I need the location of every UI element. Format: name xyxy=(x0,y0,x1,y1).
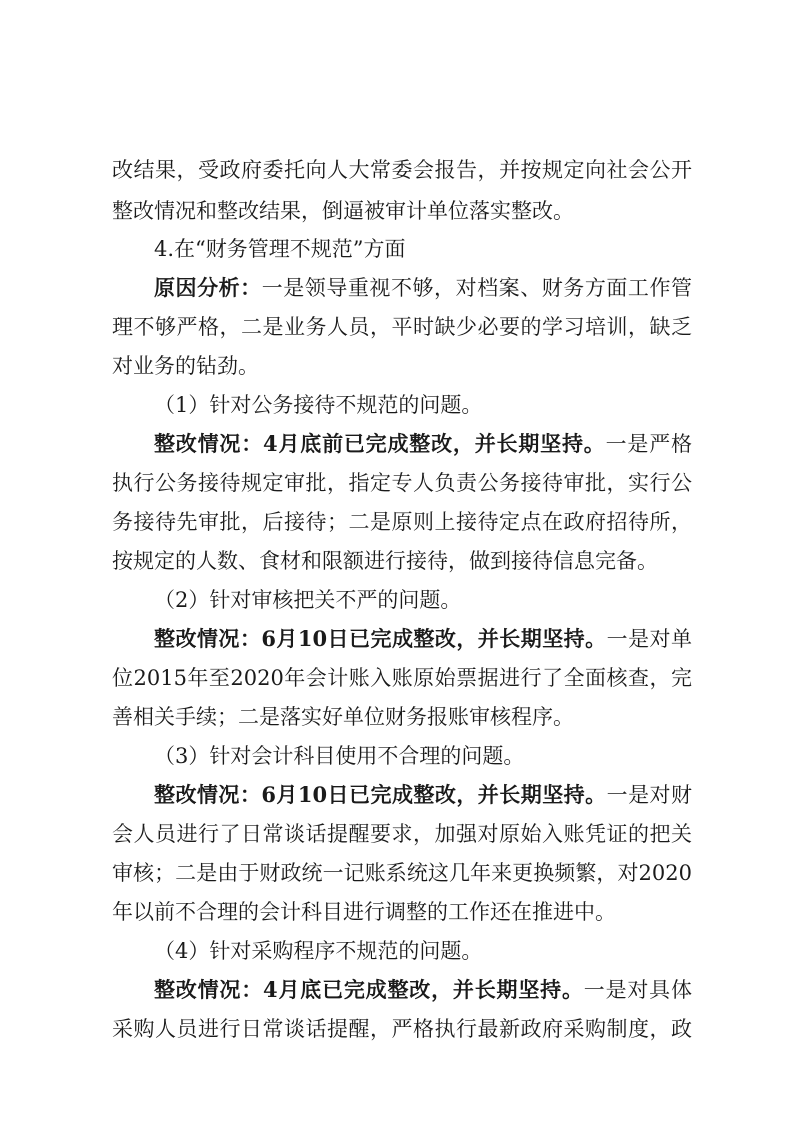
paragraph-line: 务接待先审批，后接待；二是原则上接待定点在政府招待所， xyxy=(112,510,692,534)
sub-heading: （3）针对会计科目使用不合理的问题。 xyxy=(154,744,525,768)
paragraph-line: 改结果，受政府委托向人大常委会报告，并按规定向社会公开 xyxy=(112,158,692,182)
section-heading: 4.在“财务管理不规范”方面 xyxy=(154,237,406,261)
sub-heading: （4）针对采购程序不规范的问题。 xyxy=(154,939,483,963)
paragraph-line: 会人员进行了日常谈话提醒要求，加强对原始入账凭证的把关 xyxy=(112,822,692,846)
paragraph-line: 位2015年至2020年会计账入账原始票据进行了全面核查，完 xyxy=(112,666,692,690)
paragraph-line: 整改情况和整改结果，倒逼被审计单位落实整改。 xyxy=(112,199,574,223)
paragraph-line: 整改情况：6月10日已完成整改，并长期坚持。一是对财 xyxy=(154,782,692,807)
sub-heading: （1）针对公务接待不规范的问题。 xyxy=(154,393,483,417)
paragraph-line: 整改情况：4月底已完成整改，并长期坚持。一是对具体 xyxy=(154,977,692,1002)
paragraph-line: 对业务的钻劲。 xyxy=(112,354,259,378)
paragraph-line: 按规定的人数、食材和限额进行接待，做到接待信息完备。 xyxy=(112,549,658,573)
paragraph-line: 整改情况：4月底前已完成整改，并长期坚持。一是严格 xyxy=(154,431,692,456)
paragraph-line: 年以前不合理的会计科目进行调整的工作还在推进中。 xyxy=(112,900,616,924)
paragraph-line: 原因分析：一是领导重视不够，对档案、财务方面工作管 xyxy=(154,275,692,300)
paragraph-line: 审核；二是由于财政统一记账系统这几年来更换频繁，对2020 xyxy=(112,861,692,885)
paragraph-line: 整改情况：6月10日已完成整改，并长期坚持。一是对单 xyxy=(154,626,692,651)
paragraph-line: 理不够严格，二是业务人员，平时缺少必要的学习培训，缺乏 xyxy=(112,315,692,339)
paragraph-line: 善相关手续；二是落实好单位财务报账审核程序。 xyxy=(112,705,574,729)
paragraph-line: 执行公务接待规定审批，指定专人负责公务接待审批，实行公 xyxy=(112,471,692,495)
sub-heading: （2）针对审核把关不严的问题。 xyxy=(154,588,462,612)
paragraph-line: 采购人员进行日常谈话提醒，严格执行最新政府采购制度，政 xyxy=(112,1017,692,1041)
